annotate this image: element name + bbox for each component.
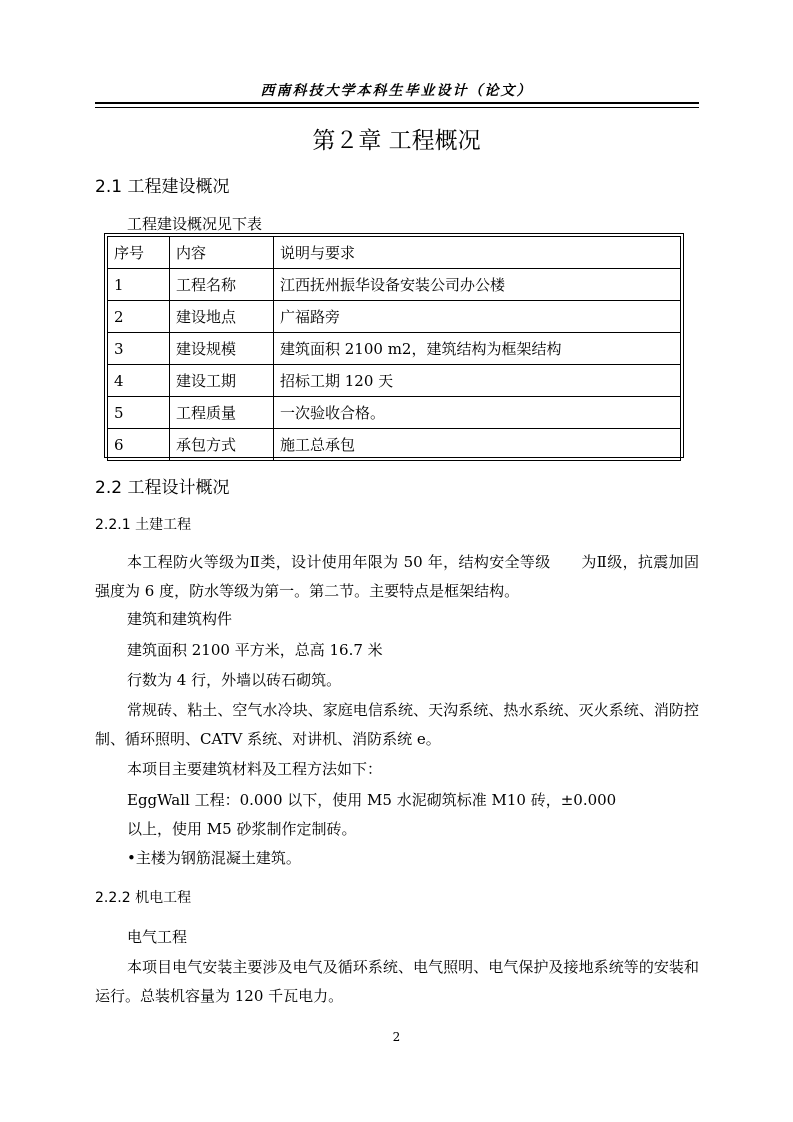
section-heading-2-2-2: 2.2.2 机电工程 [95,890,192,906]
table-row [108,397,681,429]
paragraph-electrical: 本项目电气安装主要涉及电气及循环系统、电气照明、电气保护及接地系统等的安装和运行。总装机容量为 120 千瓦电力。 [95,958,699,1005]
table-header-cell: 说明与要求 [274,237,681,269]
text-line: 电气工程 [127,928,188,946]
text-line: 行数为 4 行，外墙以砖石砌筑。 [127,671,342,689]
text-line: 本项目主要建筑材料及工程方法如下： [127,760,383,778]
text-line: 建筑面积 2100 平方米，总高 16.7 米 [127,641,383,659]
table-row [108,333,681,365]
header-rule-thick [95,102,699,104]
table-cell: 工程质量 [170,397,274,429]
table-cell: 建设工期 [170,365,274,397]
table-row [108,301,681,333]
table-cell: 承包方式 [170,429,274,461]
table-header-cell: 内容 [170,237,274,269]
table-row [108,429,681,461]
table-cell: 施工总承包 [274,429,681,461]
chapter-title: 第２章 工程概况 [312,128,481,154]
text-line: •主楼为钢筋混凝土建筑。 [127,849,301,867]
project-overview-table [104,233,684,458]
table-cell: 工程名称 [170,269,274,301]
table-header-row [108,237,681,269]
table-cell: 一次验收合格。 [274,397,681,429]
table-row [108,365,681,397]
page-number: 2 [392,1030,401,1044]
table-cell: 江西抚州振华设备安装公司办公楼 [274,269,681,301]
table-header-cell: 序号 [108,237,170,269]
table-row [108,269,681,301]
table-cell: 建设规模 [170,333,274,365]
table-cell: 4 [108,365,170,397]
table-cell: 1 [108,269,170,301]
text-line: 以上，使用 M5 砂浆制作定制砖。 [127,820,357,838]
table-cell: 2 [108,301,170,333]
text-line: EggWall 工程：0.000 以下，使用 M5 水泥砌筑标准 M10 砖，±0.000 [127,791,617,809]
section-heading-2-2: 2.2 工程设计概况 [95,478,230,498]
table-cell: 3 [108,333,170,365]
section-heading-2-1: 2.1 工程建设概况 [95,177,230,197]
header-rule-thin [95,107,699,108]
table-cell: 建筑面积 2100 m2，建筑结构为框架结构 [274,333,681,365]
table-cell: 招标工期 120 天 [274,365,681,397]
table-cell: 6 [108,429,170,461]
table-cell: 广福路旁 [274,301,681,333]
table-cell: 建设地点 [170,301,274,333]
page-header: 西南科技大学本科生毕业设计（论文） [260,83,533,99]
paragraph-materials: 常规砖、粘土、空气水冷块、家庭电信系统、天沟系统、热水系统、灭火系统、消防控制、循环照明、CATV 系统、对讲机、消防系统 e。 [95,701,699,748]
text-line: 建筑和建筑构件 [127,610,233,628]
table-cell: 5 [108,397,170,429]
table-caption: 工程建设概况见下表 [127,215,263,233]
section-heading-2-2-1: 2.2.1 土建工程 [95,517,192,533]
paragraph-fire-rating: 本工程防火等级为Ⅱ类，设计使用年限为 50 年，结构安全等级 为Ⅱ级，抗震加固强度为 6 度，防水等级为第一。第二节。主要特点是框架结构。 [95,553,699,600]
